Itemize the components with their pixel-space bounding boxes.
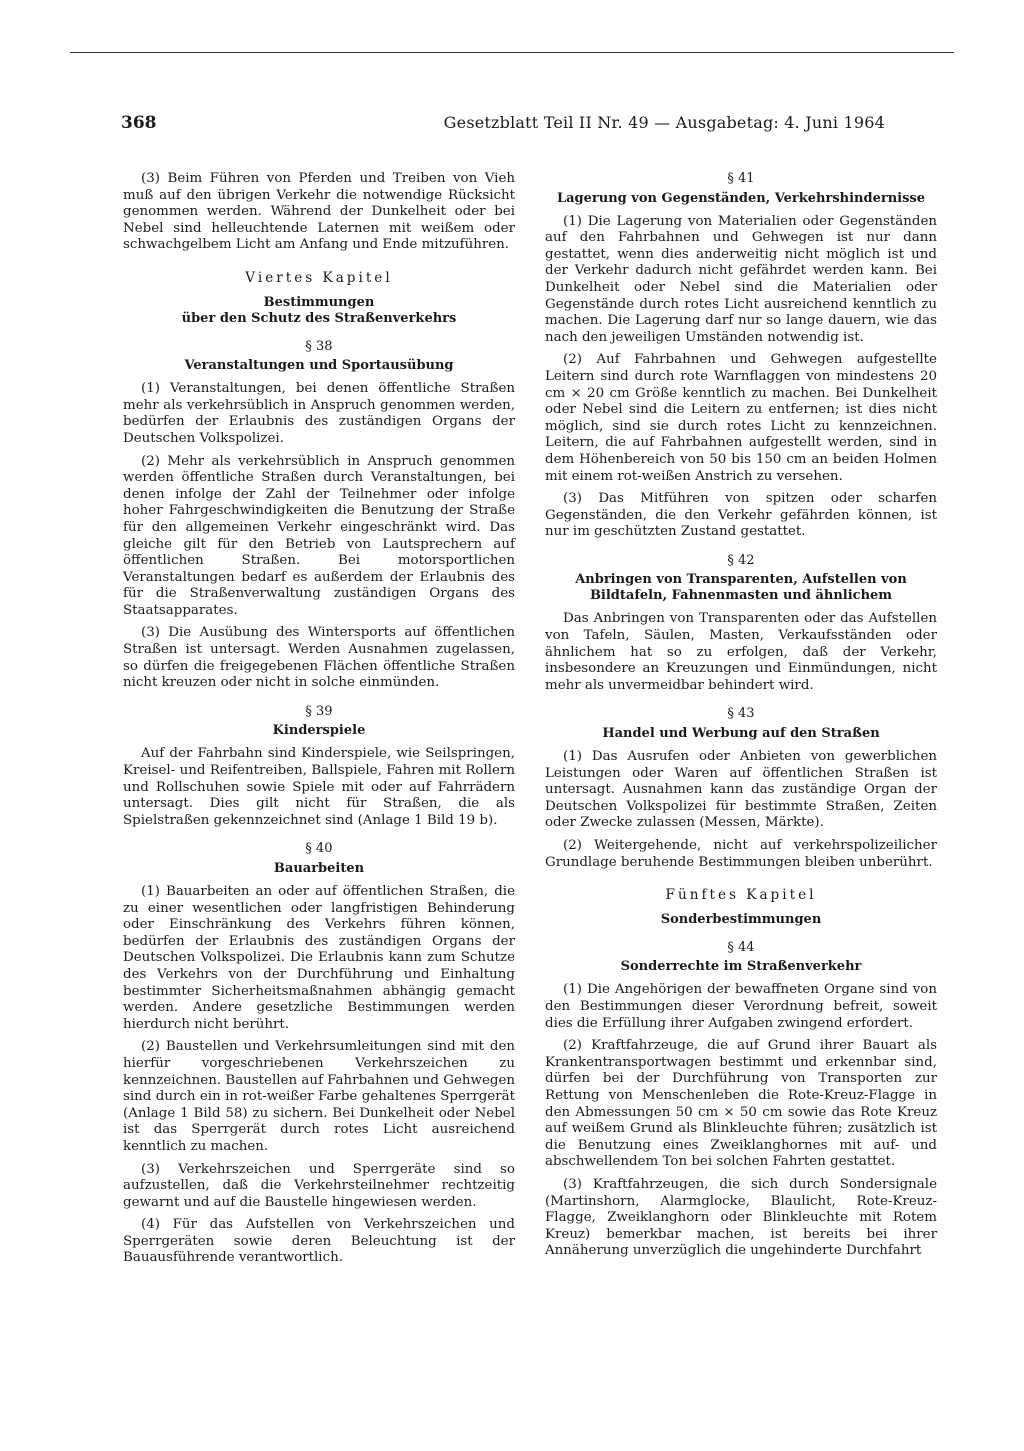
section-title: Handel und Werbung auf den Straßen: [602, 726, 880, 742]
section-number: § 38: [305, 338, 333, 354]
page-header: [121, 113, 947, 139]
paragraph: (3) Kraftfahrzeugen, die sich durch Sondersignale (Martinshorn, Alarmglocke, Blaulicht, Rote-Kreuz-Flagge, Zweiklanghorn oder Blinkleuchte mit Rotem Kreuz) bemerkbar machen, ist bereits bei ihrer Annäherung unverzüglich die ungehinderte Durchfahrt: [545, 1176, 937, 1259]
paragraph: Das Anbringen von Transparenten oder das Aufstellen von Tafeln, Säulen, Masten, Verkaufsständen oder ähnlichem hat so zu erfolgen, daß der Verkehr, insbesondere an Kreuzungen und Einmündungen, nicht mehr als unvermeidbar behindert wird.: [545, 611, 937, 693]
section-title: Bauarbeiten: [273, 861, 365, 876]
paragraph: (3) Die Ausübung des Wintersports auf öffentlichen Straßen ist untersagt. Werden Ausnahmen zugelassen, so dürfen die freigegebenen Flächen öffentliche Straßen nicht kreuzen oder nicht in solche einmünden.: [123, 625, 515, 691]
chapter-label: Fünftes Kapitel: [665, 887, 817, 904]
top-rule: [70, 52, 954, 53]
paragraph: (2) Mehr als verkehrsüblich in Anspruch genommen werden öffentliche Straßen durch Veranstaltungen, bei denen infolge der Zahl der Teilnehmer oder infolge hoher Fahrgeschwindigkeiten die Benutzung der Straße für den allgemeinen Verkehr eingeschränkt wird. Das gleiche gilt für den Betrieb von Lautsprechern auf öffentlichen Straßen. Bei motorsportlichen Veranstaltungen bedarf es außerdem der Erlaubnis des für die Straßenverwaltung zuständigen Organs des Staatsapparates.: [123, 453, 515, 618]
chapter-title-line: über den Schutz des Straßenverkehrs: [181, 310, 457, 326]
paragraph: (1) Das Ausrufen oder Anbieten von gewerblichen Leistungen oder Waren auf öffentlichen Straßen ist untersagt. Ausnahmen kann das zuständige Organ der Deutschen Volkspolizei für bestimmte Straßen, Zeiten oder Zwecke zulassen (Messen, Märkte).: [545, 749, 937, 831]
chapter-title-line: Bestimmungen: [263, 294, 375, 310]
section-number: § 43: [727, 706, 755, 722]
section-title: Lagerung von Gegenständen, Verkehrshindernisse: [556, 190, 925, 206]
paragraph: (3) Verkehrszeichen und Sperrgeräte sind so aufzustellen, daß die Verkehrsteilnehmer rechtzeitig gewarnt und auf die Baustelle hingewiesen werden.: [123, 1161, 515, 1210]
paragraph: (2) Baustellen und Verkehrsumleitungen sind mit den hierfür vorgeschriebenen Verkehrszeichen zu kennzeichnen. Baustellen auf Fahrbahnen und Gehwegen sind durch ein in rot-weißer Farbe gehaltenes Sperrgerät (Anlage 1 Bild 58) zu sichern. Bei Dunkelheit oder Nebel ist das Sperrgerät durch rotes Licht ausreichend kenntlich zu machen.: [123, 1039, 516, 1154]
chapter-label: Viertes Kapitel: [245, 269, 393, 286]
paragraph: (3) Das Mitführen von spitzen oder scharfen Gegenständen, die den Verkehr gefährden können, ist nur im geschützten Zustand gestattet.: [545, 491, 937, 540]
page-number: 368: [121, 113, 157, 133]
section-number: § 41: [727, 171, 755, 186]
section-number: § 42: [727, 552, 755, 568]
section-title: Kinderspiele: [272, 723, 366, 739]
section-number: § 40: [305, 841, 333, 857]
section-title: Sonderrechte im Straßenverkehr: [620, 959, 862, 975]
section-number: § 44: [727, 939, 755, 955]
chapter-title: [123, 295, 515, 327]
paragraph: Auf der Fahrbahn sind Kinderspiele, wie Seilspringen, Kreisel- und Reifentreiben, Ballspiele, Fahren mit Rollern und Rollschuhen sowie Spiele mit oder auf Fahrrädern untersagt. Dies gilt nicht für Straßen, die als Spielstraßen gekennzeichnet sind (Anlage 1 Bild 19 b).: [123, 746, 515, 828]
running-title: Gesetzblatt Teil II Nr. 49 — Ausgabetag: 4. Juni 1964: [443, 113, 885, 132]
paragraph: (2) Kraftfahrzeuge, die auf Grund ihrer Bauart als Krankentransportwagen bestimmt und erkennbar sind, dürfen bei der Durchführung von Transporten zur Rettung von Menschenleben die Rote-Kreuz-Flagge in den Abmessungen 50 cm × 50 cm sowie das Rote Kreuz auf weißem Grund als Blinkleuchte führen; zusätzlich ist die Benutzung eines Zweiklanghornes mit auf- und abschwellendem Ton bei solchen Fahrten gestattet.: [545, 1038, 937, 1170]
chapter-title: Sonderbestimmungen: [660, 911, 822, 927]
paragraph: (2) Weitergehende, nicht auf verkehrspolizeilicher Grundlage beruhende Bestimmungen bleiben unberührt.: [545, 838, 937, 870]
section-title: Anbringen von Transparenten, Aufstellen von Bildtafeln, Fahnenmasten und ähnlichem: [575, 572, 907, 604]
paragraph: (1) Veranstaltungen, bei denen öffentliche Straßen mehr als verkehrsüblich in Anspruch genommen werden, bedürfen der Erlaubnis des zuständigen Organs der Deutschen Volkspolizei.: [123, 381, 515, 446]
paragraph: (3) Beim Führen von Pferden und Treiben von Vieh muß auf den übrigen Verkehr die notwendige Rücksicht genommen werden. Während der Dunkelheit oder bei Nebel sind helleuchtende Laternen mit weißem oder schwachgelbem Licht am Anfang und Ende mitzuführen.: [123, 171, 515, 253]
right-column: [545, 171, 937, 1266]
paragraph: (2) Auf Fahrbahnen und Gehwegen aufgestellte Leitern sind durch rote Warnflaggen von mindestens 20 cm × 20 cm Größe kenntlich zu machen. Bei Dunkelheit oder Nebel sind die Leitern zu entfernen; ist dies nicht möglich, sind sie durch rotes Licht zu kennzeichnen. Leitern, die auf Fahrbahnen aufgestellt werden, sind in dem Höhenbereich von 50 bis 150 cm an beiden Holmen mit einem rot-weißen Anstrich zu versehen.: [545, 352, 937, 484]
paragraph: (4) Für das Aufstellen von Verkehrszeichen und Sperrgeräten sowie deren Beleuchtung ist der Bauausführende verantwortlich.: [123, 1217, 515, 1266]
section-title: Veranstaltungen und Sportausübung: [184, 358, 454, 374]
left-column: [123, 171, 515, 1273]
paragraph: (1) Die Lagerung von Materialien oder Gegenständen auf den Fahrbahnen und Gehwegen ist nur dann gestattet, wenn dies anderweitig nicht möglich ist und der Verkehr dadurch nicht gefährdet werden kann. Bei Dunkelheit oder Nebel sind die Materialien oder Gegenstände durch rotes Licht ausreichend kenntlich zu machen. Die Lagerung darf nur so lange dauern, wie das nach den jeweiligen Umständen notwendig ist.: [545, 213, 937, 345]
section-number: § 39: [305, 703, 333, 719]
paragraph: (1) Bauarbeiten an oder auf öffentlichen Straßen, die zu einer wesentlichen oder langfristigen Behinderung oder Einschränkung des Verkehrs führen können, bedürfen der Erlaubnis des zuständigen Organs der Deutschen Volkspolizei. Die Erlaubnis kann zum Schutze des Verkehrs von der Durchführung und Einhaltung bestimmter Sicherheitsmaßnahmen abhängig gemacht werden. Andere gesetzliche Bestimmungen werden hierdurch nicht berührt.: [123, 884, 515, 1032]
paragraph: (1) Die Angehörigen der bewaffneten Organe sind von den Bestimmungen dieser Verordnung befreit, soweit dies die Erfüllung ihrer Aufgaben zwingend erfordert.: [545, 982, 937, 1031]
